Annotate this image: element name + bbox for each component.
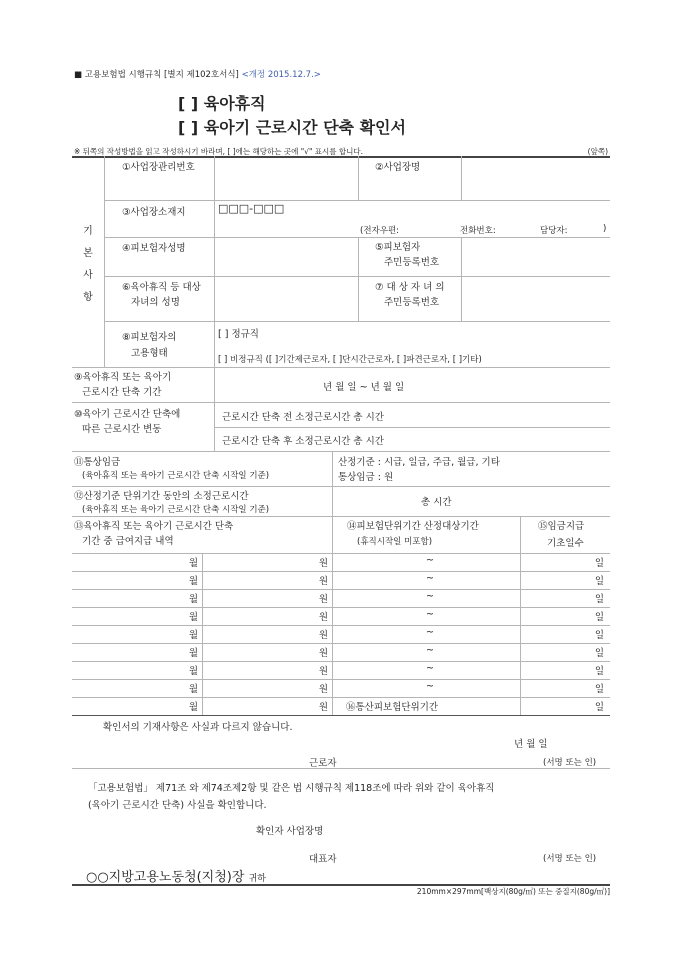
row-divider [72,451,610,452]
amount-cell[interactable]: 원 [318,702,328,713]
amount-cell[interactable]: 원 [318,684,328,695]
ordinary-wage-label: ⑪통상임금 [74,457,121,468]
period-value-field[interactable]: 년 월 일 ~ 년 월 일 [323,382,405,393]
bullet: ■ [74,70,83,80]
col-divider [520,516,521,715]
day-cell[interactable]: 일 [594,684,604,695]
basic-info-section-label [78,221,98,309]
amount-cell[interactable]: 원 [318,630,328,641]
section-divider [72,768,610,769]
manager-label: 담당자: [540,226,568,236]
col-divider [104,156,105,367]
hours-after-field[interactable]: 근로시간 단축 후 소정근로시간 총 시간 [222,436,384,447]
day-cell[interactable]: 일 [594,666,604,677]
row-divider [72,402,610,403]
child-name-label: ⑥육아휴직 등 대상 [122,282,201,293]
page-side-label: (앞쪽) [587,147,608,156]
row-divider [104,200,610,201]
child-name-label-2: 자녀의 성명 [131,297,180,308]
child-id-label-2: 주민등록번호 [384,297,440,308]
title-option-leave: [ ] 육아휴직 [178,94,266,113]
month-cell[interactable]: 월 [188,666,198,677]
workplace-name-field[interactable] [463,160,608,198]
col-divider [461,156,462,200]
office-name: ○○지방고용노동청(지청)장 [86,870,245,885]
insured-id-field[interactable] [463,239,608,275]
month-cell[interactable]: 월 [188,702,198,713]
row-divider [104,321,610,322]
total-insured-period-label: ⑯통산피보험단위기간 [346,702,439,713]
workplace-address-label: ③사업장소재지 [122,207,186,218]
period-cell[interactable]: ~ [426,627,434,638]
confirmer-workplace-label: 확인자 사업장명 [256,826,324,837]
insured-id-label: ⑤피보험자 [375,242,421,253]
row-divider [214,427,610,428]
day-cell[interactable]: 일 [594,648,604,659]
form-reference [74,68,321,80]
confirm-statement: 확인서의 기재사항은 사실과 다르지 않습니다. [103,722,293,733]
col-divider [202,553,203,715]
day-cell[interactable]: 일 [594,702,604,713]
close-paren: ) [603,224,607,234]
postal-code-field[interactable]: □□□-□□□ [218,202,285,215]
amount-cell[interactable]: 원 [318,612,328,623]
row-divider [72,553,610,554]
paper-spec: 210mm×297mm[백상지(80g/㎡) 또는 중질지(80g/㎡)] [416,887,610,896]
row-divider [72,661,610,662]
insured-name-label: ④피보험자성명 [122,243,186,254]
table-top-border [72,156,610,158]
month-cell[interactable]: 월 [188,594,198,605]
legal-text-line-2: (육아기 근로시간 단축) 사실을 확인합니다. [88,800,267,811]
amount-cell[interactable]: 원 [318,666,328,677]
row-divider [72,571,610,572]
standard-hours-sub: (육아휴직 또는 육아기 근로시간 단축 시작일 기준) [82,505,270,515]
col-divider [358,237,359,321]
col-divider [214,156,215,367]
row-divider [72,516,610,517]
hours-change-label: ⑩육아기 근로시간 단축에 [74,409,181,420]
insured-name-field[interactable] [216,239,356,275]
employment-type-label-2: 고용형태 [131,348,168,359]
wage-days-header: ⑮임금지급 [538,521,585,532]
col-divider [332,516,333,715]
recipient-office [86,866,266,885]
worker-label: 근로자 [309,758,337,769]
row-divider [72,589,610,590]
child-name-field[interactable] [216,278,356,320]
amount-cell[interactable]: 원 [318,594,328,605]
period-cell[interactable]: ~ [426,681,434,692]
insured-id-label-2: 주민등록번호 [384,257,440,268]
employment-type-label: ⑧피보험자의 [122,332,177,343]
section-label-char: 기 [83,226,93,237]
section-label-char: 본 [83,248,93,259]
row-divider [72,607,610,608]
month-cell[interactable]: 월 [188,558,198,569]
child-id-field[interactable] [463,278,608,320]
row-divider [72,625,610,626]
row-divider [72,367,610,368]
worker-signature-field[interactable]: (서명 또는 인) [543,758,597,768]
month-cell[interactable]: 월 [188,684,198,695]
standard-hours-label: ⑫산정기준 단위기간 동안의 소정근로시간 [74,491,249,502]
row-divider [104,237,610,238]
day-cell[interactable]: 일 [594,630,604,641]
revision-date: <개정 2015.12.7.> [241,70,321,80]
period-cell[interactable]: ~ [426,645,434,656]
ordinary-wage-sub: (육아휴직 또는 육아기 근로시간 단축 시작일 기준) [82,471,270,481]
wage-basis-field[interactable]: 산정기준 : 시급, 일급, 주급, 월급, 기타 [338,457,500,468]
period-cell[interactable]: ~ [426,609,434,620]
law-reference: 고용보험법 시행규칙 [별지 제102호서식] [84,70,239,80]
row-divider [72,643,610,644]
day-cell[interactable]: 일 [594,612,604,623]
col-divider [214,367,215,451]
standard-hours-field[interactable]: 총 시간 [421,497,452,508]
month-cell[interactable]: 월 [188,612,198,623]
payment-history-label-2: 기간 중 급여지급 내역 [82,536,174,547]
month-cell[interactable]: 월 [188,576,198,587]
col-divider [332,451,333,516]
section-label-char: 항 [83,292,93,303]
amount-cell[interactable]: 원 [318,576,328,587]
insured-period-header-2: (휴직시작일 미포함) [357,537,433,547]
period-cell[interactable]: ~ [426,663,434,674]
row-divider [72,697,610,698]
col-divider [461,237,462,321]
row-divider [104,276,610,277]
day-cell[interactable]: 일 [594,558,604,569]
insured-period-header: ⑭피보험단위기간 산정대상기간 [347,521,479,532]
period-label-2: 근로시간 단축 기간 [82,387,162,398]
child-id-label: ⑦ 대 상 자 녀 의 [375,282,445,293]
payment-history-label: ⑬육아휴직 또는 육아기 근로시간 단축 [74,521,234,532]
workplace-number-field[interactable] [216,160,356,198]
workplace-name-label: ②사업장명 [375,162,421,173]
day-cell[interactable]: 일 [594,594,604,605]
representative-label: 대표자 [309,854,337,865]
legal-text-line-1: 「고용보험법」 제71조 와 제74조제2항 및 같은 법 시행규칙 제118조에 따라 위와 같이 육아휴직 [88,783,495,794]
month-cell[interactable]: 월 [188,648,198,659]
col-divider [358,156,359,200]
notice-text: ※ 뒤쪽의 작성방법을 읽고 작성하시기 바라며, [ ]에는 해당하는 곳에 "√" 표시를 합니다. [74,147,364,156]
recipient-suffix: 귀하 [248,874,266,884]
day-cell[interactable]: 일 [594,576,604,587]
row-divider [72,486,610,487]
amount-cell[interactable]: 원 [318,558,328,569]
representative-signature-field[interactable]: (서명 또는 인) [543,854,597,864]
workplace-number-label: ①사업장관리번호 [122,162,195,173]
period-label: ⑨육아휴직 또는 육아기 [74,372,172,383]
period-cell[interactable]: ~ [426,573,434,584]
irregular-checkbox[interactable]: [ ] 비정규직 ([ ]기간제근로자, [ ]단시간근로자, [ ]파견근로자, [ ]기타) [218,355,482,365]
row-divider [72,679,610,680]
wage-days-header-2: 기초일수 [547,538,584,549]
regular-checkbox[interactable]: [ ] 정규직 [218,329,259,340]
confirm-date-field[interactable]: 년 월 일 [514,739,548,750]
period-cell[interactable]: ~ [426,555,434,566]
month-cell[interactable]: 월 [188,630,198,641]
hours-before-field[interactable]: 근로시간 단축 전 소정근로시간 총 시간 [222,412,384,423]
amount-cell[interactable]: 원 [318,648,328,659]
wage-amount-field[interactable]: 통상임금 : 원 [338,472,394,483]
period-cell[interactable]: ~ [426,591,434,602]
title-option-reduction: [ ] 육아기 근로시간 단축 확인서 [178,118,406,137]
hours-change-label-2: 따른 근로시간 변동 [82,424,162,435]
phone-label: 전화번호: [460,226,496,236]
row-divider [72,715,610,716]
email-label: (전자우편: [360,226,400,236]
section-label-char: 사 [83,270,93,281]
